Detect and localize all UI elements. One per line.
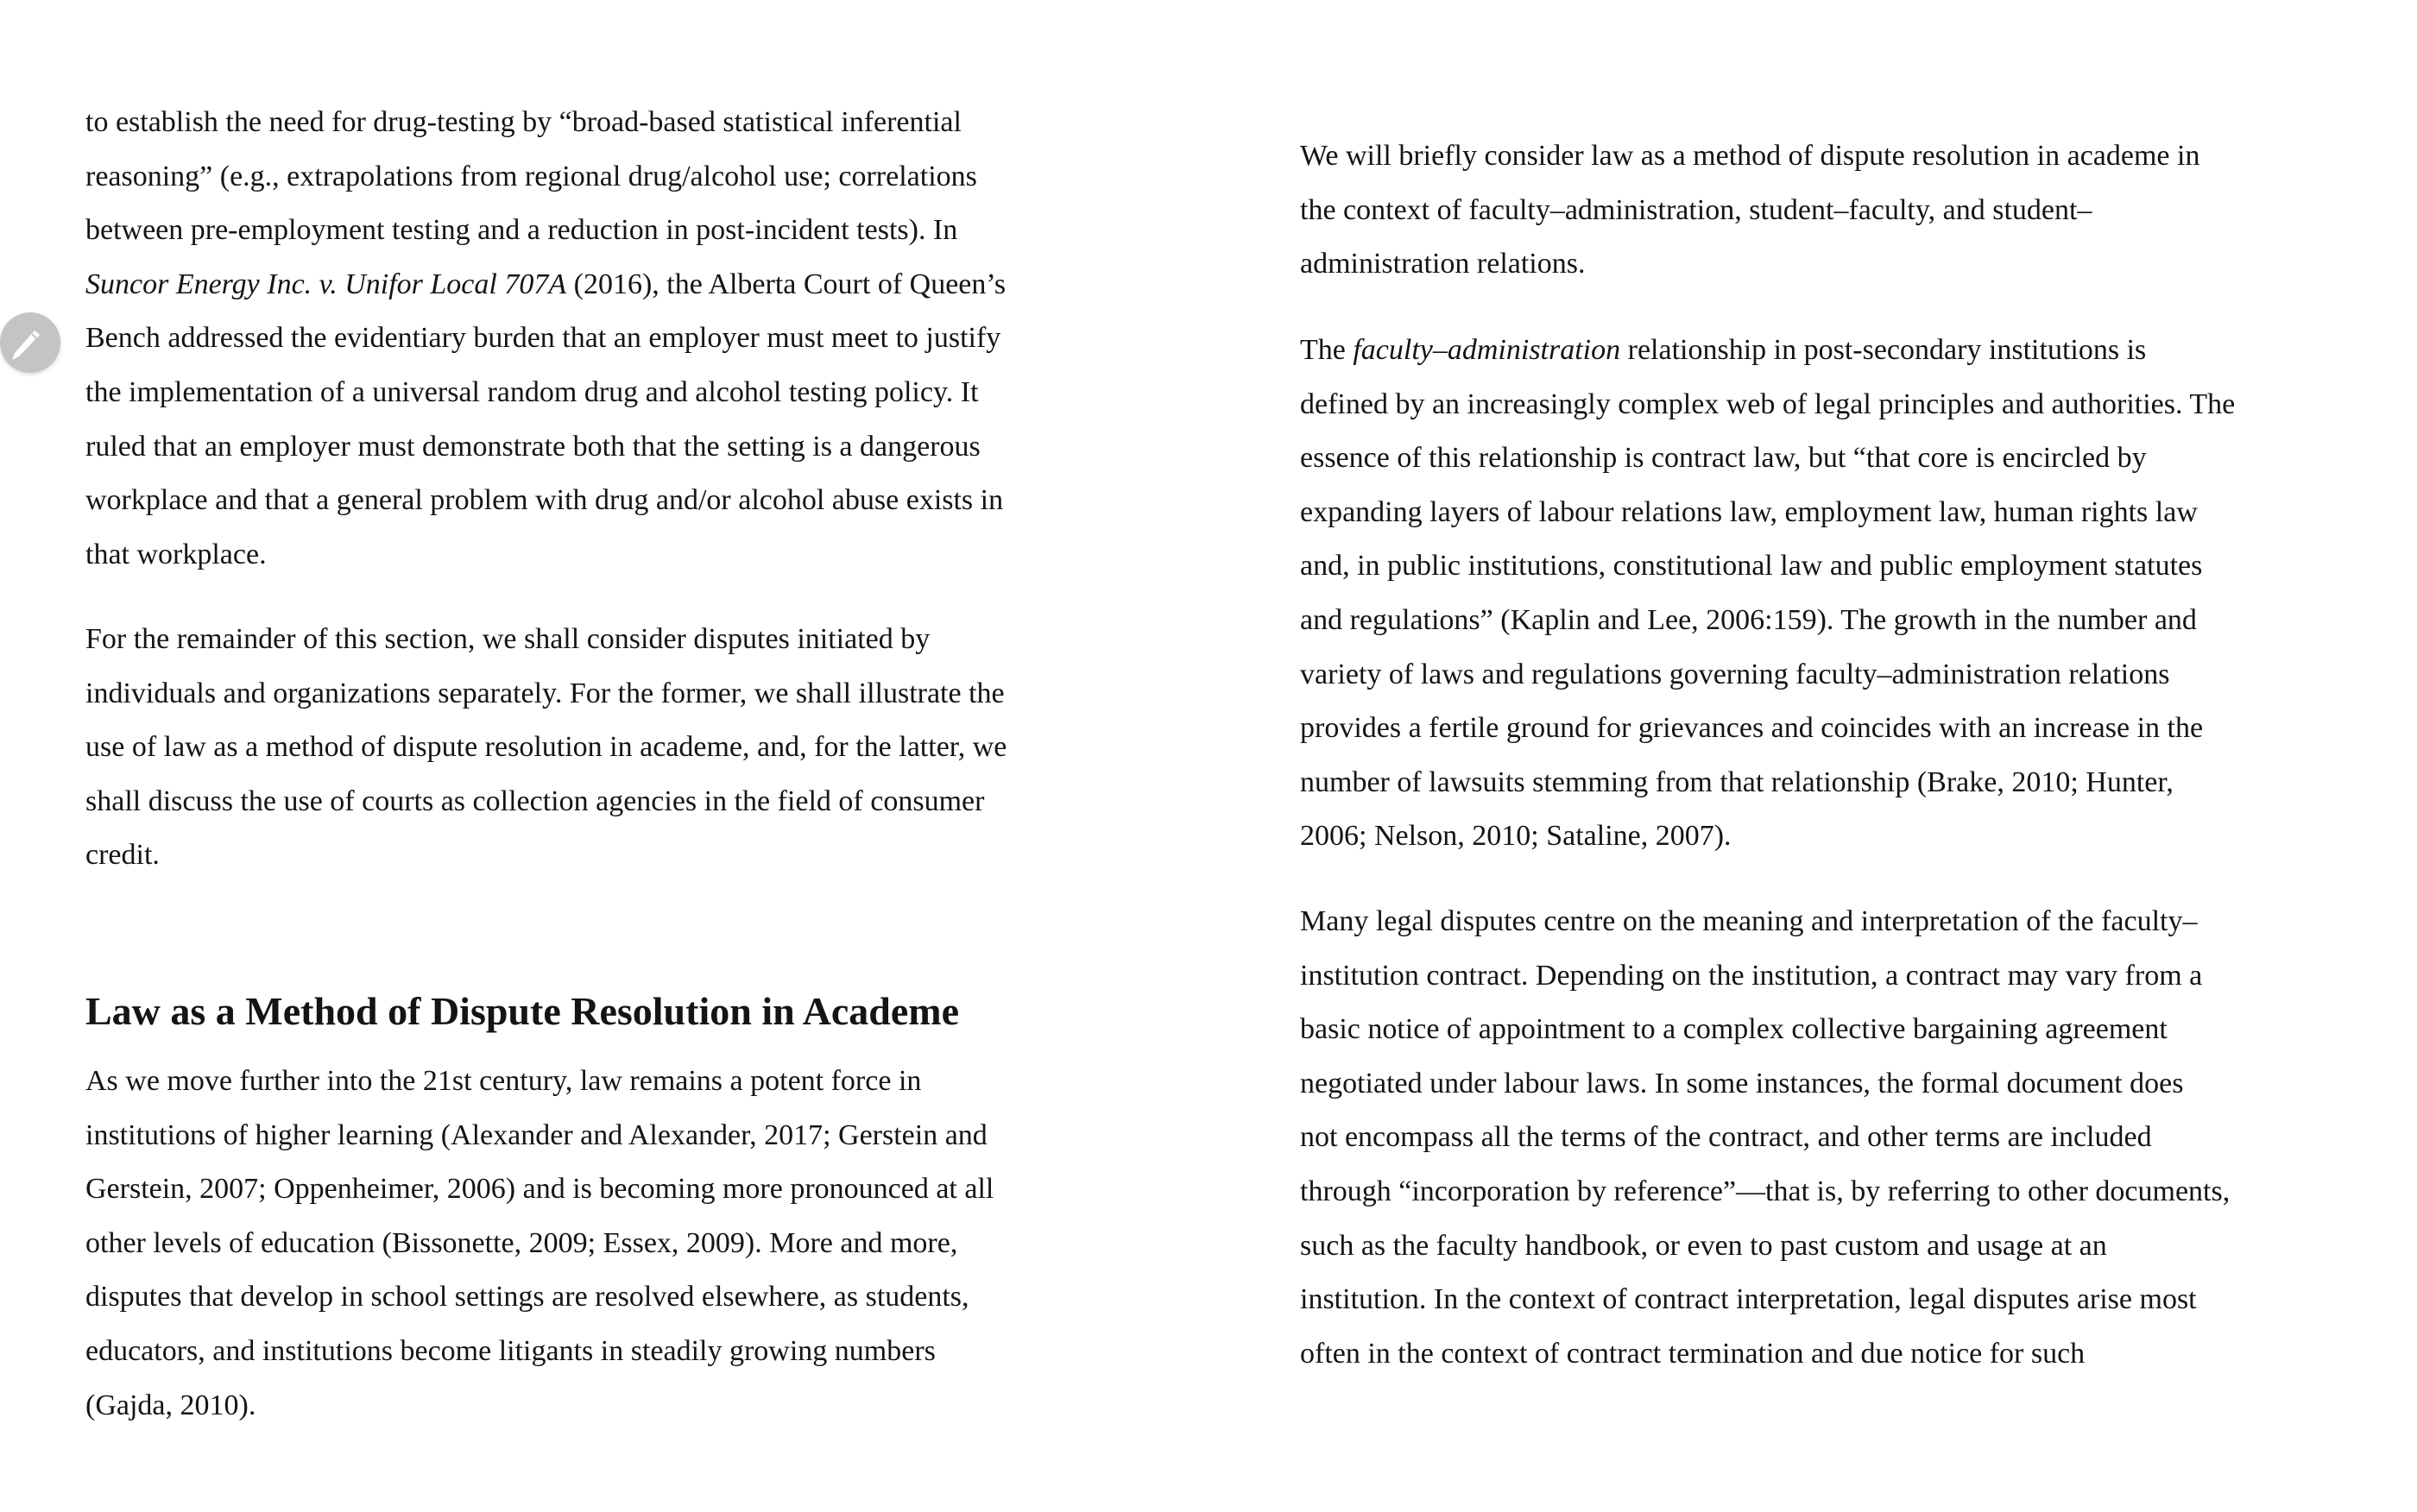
text-run: such as the faculty handbook, or even to past custom and usage at an	[1300, 1229, 2107, 1262]
text-run: institutions of higher learning (Alexander and Alexander, 2017; Gerstein and	[85, 1118, 988, 1151]
text-line	[85, 1270, 994, 1325]
text-line	[85, 1162, 994, 1217]
text-run: use of law as a method of dispute resolution in academe, and, for the latter, we	[85, 731, 1007, 764]
paragraph-briefly-consider	[1300, 129, 2199, 292]
text-run: administration relations.	[1300, 248, 1586, 280]
text-run: between pre-employment testing and a reduction in post-incident tests). In	[85, 214, 958, 247]
text-run: expanding layers of labour relations law, employment law, human rights law	[1300, 495, 2198, 528]
text-line	[1300, 895, 2230, 949]
pencil-icon	[9, 328, 43, 362]
italic-text: Suncor Energy Inc. v. Unifor Local 707A	[85, 268, 567, 300]
text-run: For the remainder of this section, we shall consider disputes initiated by	[85, 623, 931, 655]
text-run: workplace and that a general problem with drug and/or alcohol abuse exists in	[85, 484, 1004, 517]
text-line	[1300, 1111, 2230, 1165]
text-line	[1300, 237, 2199, 292]
text-run: We will briefly consider law as a method of dispute resolution in academe in	[1300, 140, 2200, 172]
text-run: (2016), the Alberta Court of Queen’s	[566, 268, 1007, 300]
text-run: reasoning” (e.g., extrapolations from regional drug/alcohol use; correlations	[85, 160, 977, 192]
paragraph-21st-century	[85, 1055, 994, 1433]
text-line	[85, 613, 1007, 667]
text-run: institution contract. Depending on the institution, a contract may vary from a	[1300, 959, 2203, 992]
text-run: other levels of education (Bissonette, 2009; Essex, 2009). More and more,	[85, 1226, 958, 1259]
text-line	[1300, 184, 2199, 238]
text-run: institution. In the context of contract interpretation, legal disputes arise most	[1300, 1283, 2197, 1316]
text-run: educators, and institutions become litigants in steadily growing numbers	[85, 1334, 936, 1367]
text-run: and, in public institutions, constitutional law and public employment statutes	[1300, 550, 2203, 583]
text-line	[1300, 1057, 2230, 1112]
text-run: individuals and organizations separately. For the former, we shall illustrate the	[85, 677, 1005, 709]
text-line	[85, 474, 1006, 528]
text-run: Bench addressed the evidentiary burden that an employer must meet to justify	[85, 322, 1001, 355]
text-run: number of lawsuits stemming from that relationship (Brake, 2010; Hunter,	[1300, 765, 2174, 798]
text-run: (Gajda, 2010).	[85, 1389, 256, 1421]
text-run: ruled that an employer must demonstrate both that the setting is a dangerous	[85, 430, 981, 463]
text-run: relationship in post-secondary institutions is	[1620, 334, 2147, 366]
section-heading: Law as a Method of Dispute Resolution in Academe	[85, 989, 960, 1034]
edit-note-button[interactable]	[0, 312, 60, 373]
text-run: and regulations” (Kaplin and Lee, 2006:159). The growth in the number and	[1300, 603, 2197, 636]
paragraph-legal-disputes	[1300, 895, 2230, 1381]
text-line	[1300, 486, 2235, 540]
text-line	[1300, 594, 2235, 648]
text-run: provides a fertile ground for grievances and coincides with an increase in the	[1300, 712, 2204, 745]
text-run: that workplace.	[85, 538, 267, 570]
text-line	[85, 667, 1007, 721]
text-line	[1300, 648, 2235, 702]
text-line	[1300, 539, 2235, 594]
text-line	[1300, 432, 2235, 486]
text-line	[85, 312, 1006, 366]
text-run: through “incorporation by reference”—that is, by referring to other documents,	[1300, 1175, 2231, 1207]
text-line	[1300, 1327, 2230, 1382]
text-line	[85, 1055, 994, 1109]
text-run: credit.	[85, 839, 160, 872]
text-line	[85, 1325, 994, 1379]
text-run: As we move further into the 21st century, law remains a potent force in	[85, 1065, 922, 1097]
text-run: the context of faculty–administration, student–faculty, and student–	[1300, 193, 2092, 226]
text-line	[1300, 756, 2235, 810]
text-line	[1300, 1003, 2230, 1057]
text-run: Many legal disputes centre on the meaning and interpretation of the faculty–	[1300, 905, 2198, 937]
text-line	[85, 828, 1007, 883]
italic-text: faculty–administration	[1353, 334, 1621, 366]
text-line	[1300, 324, 2235, 378]
text-line	[85, 1217, 994, 1271]
text-line	[85, 96, 1006, 150]
text-line	[85, 1379, 994, 1433]
text-run: variety of laws and regulations governing faculty–administration relations	[1300, 658, 2170, 690]
text-line	[1300, 702, 2235, 756]
text-run: defined by an increasingly complex web of legal principles and authorities. The	[1300, 387, 2236, 420]
text-run: often in the context of contract termination and due notice for such	[1300, 1337, 2086, 1370]
text-line	[1300, 1273, 2230, 1327]
text-line	[1300, 1219, 2230, 1274]
paragraph-faculty-administration	[1300, 324, 2235, 864]
text-line	[85, 366, 1006, 420]
text-line	[85, 775, 1007, 829]
text-line	[85, 721, 1007, 775]
text-run: essence of this relationship is contract law, but “that core is encircled by	[1300, 442, 2147, 475]
text-run: The	[1300, 334, 1354, 366]
paragraph-remainder-of-section	[85, 613, 1007, 883]
text-line	[1300, 378, 2235, 432]
paragraph-drug-testing	[85, 96, 1006, 582]
text-line	[1300, 1165, 2230, 1219]
text-run: not encompass all the terms of the contract, and other terms are included	[1300, 1121, 2152, 1154]
text-line	[85, 150, 1006, 205]
text-line	[85, 204, 1006, 258]
text-run: basic notice of appointment to a complex collective bargaining agreement	[1300, 1013, 2168, 1046]
text-line	[85, 420, 1006, 475]
text-run: 2006; Nelson, 2010; Sataline, 2007).	[1300, 820, 1732, 853]
text-line	[85, 1109, 994, 1163]
text-line	[1300, 129, 2199, 184]
text-line	[1300, 810, 2235, 864]
text-run: Gerstein, 2007; Oppenheimer, 2006) and is becoming more pronounced at all	[85, 1173, 994, 1206]
text-run: negotiated under labour laws. In some instances, the formal document does	[1300, 1067, 2184, 1099]
text-run: to establish the need for drug-testing by “broad-based statistical inferential	[85, 106, 962, 138]
text-run: shall discuss the use of courts as collection agencies in the field of consumer	[85, 784, 985, 817]
text-run: disputes that develop in school settings are resolved elsewhere, as students,	[85, 1281, 969, 1314]
text-run: the implementation of a universal random drug and alcohol testing policy. It	[85, 375, 979, 408]
text-line	[85, 528, 1006, 583]
text-line	[1300, 949, 2230, 1004]
text-line	[85, 258, 1006, 312]
